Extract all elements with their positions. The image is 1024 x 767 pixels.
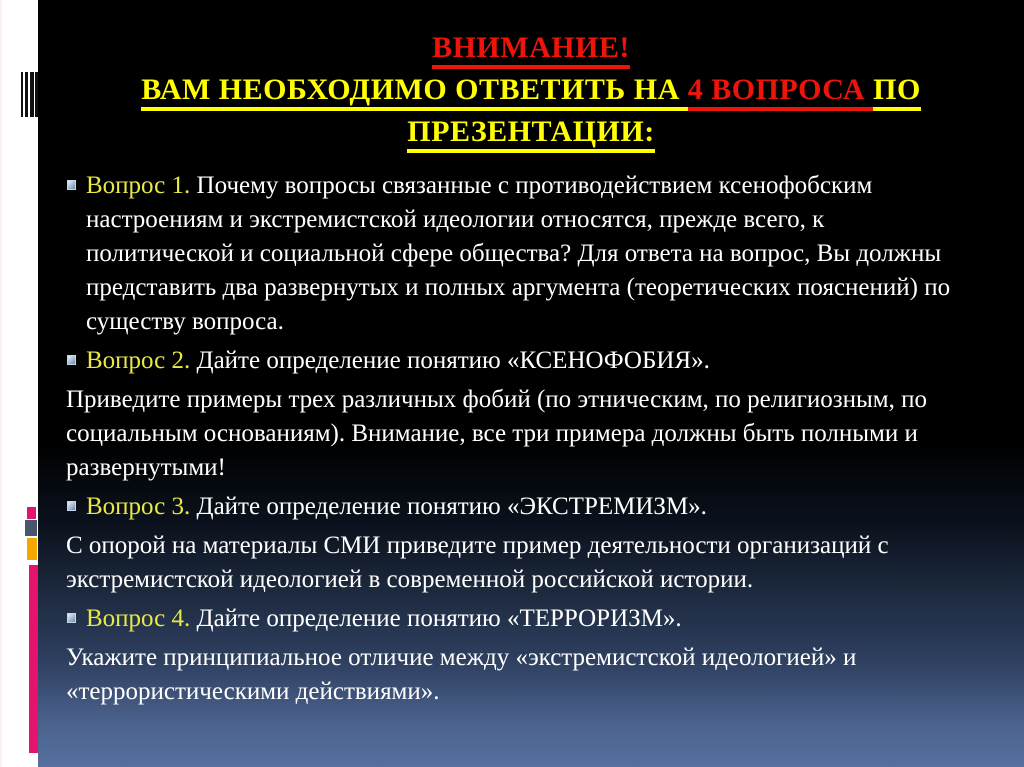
title-line-1 [38, 27, 1024, 69]
title-line2-red-text: 4 ВОПРОСА [688, 73, 873, 111]
question-3-label: Вопрос 3. [86, 493, 191, 520]
question-3-item [66, 490, 964, 524]
pink-square-icon [27, 507, 36, 519]
slide-body [38, 169, 1024, 709]
question-4-text: Дайте определение понятию «ТЕРРОРИЗМ». [190, 605, 682, 632]
pink-tall-bar-icon [29, 565, 38, 753]
square-bullet-icon [67, 501, 76, 511]
title-attention-text: ВНИМАНИЕ! [432, 31, 630, 69]
question-2-note-paragraph [66, 383, 964, 485]
question-2-text: Дайте определение понятию «КСЕНОФОБИЯ». [190, 347, 710, 374]
question-4-note-text: Укажите принципиальное отличие между «экстремистской идеологией» и «террористическими действиями». [66, 644, 857, 705]
title-line2-yellow-text: ВАМ НЕОБХОДИМО ОТВЕТИТЬ НА [141, 73, 688, 111]
square-bullet-icon [67, 355, 76, 365]
square-bullet-icon [67, 613, 76, 623]
question-1-item [66, 169, 964, 339]
question-3-note-paragraph [66, 529, 964, 597]
question-3-note-text: С опорой на материалы СМИ приведите пример деятельности организаций с экстремистской идеологией в современной российской истории. [66, 532, 889, 593]
amber-square-icon [27, 538, 37, 560]
title-line-2 [38, 69, 1024, 111]
title-line-3 [38, 111, 1024, 153]
question-4-note-paragraph [66, 641, 964, 709]
question-1-label: Вопрос 1. [86, 172, 191, 199]
title-line2-yellow-text-2: ПО [873, 73, 921, 111]
question-2-item [66, 344, 964, 378]
question-2-note-text: Приведите примеры трех различных фобий (по этническим, по религиозным, по социальным основаниям). Внимание, все три примера должны быть полными и развернутыми! [66, 386, 928, 481]
title-presentation-text: ПРЕЗЕНТАЦИИ: [407, 115, 654, 153]
question-1-text: Почему вопросы связанные с противодействием ксенофобским настроениям и экстремистской идеологии относятся, прежде всего, к политической и социальной сфере общества? Для ответа на вопрос, Вы должны представить два развернутых и полных аргумента (теоретических пояснений) по существу вопроса. [86, 172, 951, 335]
slide-title [38, 27, 1024, 153]
question-4-item [66, 602, 964, 636]
question-3-text: Дайте определение понятию «ЭКСТРЕМИЗМ». [190, 493, 707, 520]
question-2-label: Вопрос 2. [86, 347, 191, 374]
gray-square-icon [25, 520, 37, 536]
slide-canvas [38, 0, 1024, 767]
left-film-strip [0, 0, 38, 767]
square-bullet-icon [67, 180, 76, 190]
question-4-label: Вопрос 4. [86, 605, 191, 632]
